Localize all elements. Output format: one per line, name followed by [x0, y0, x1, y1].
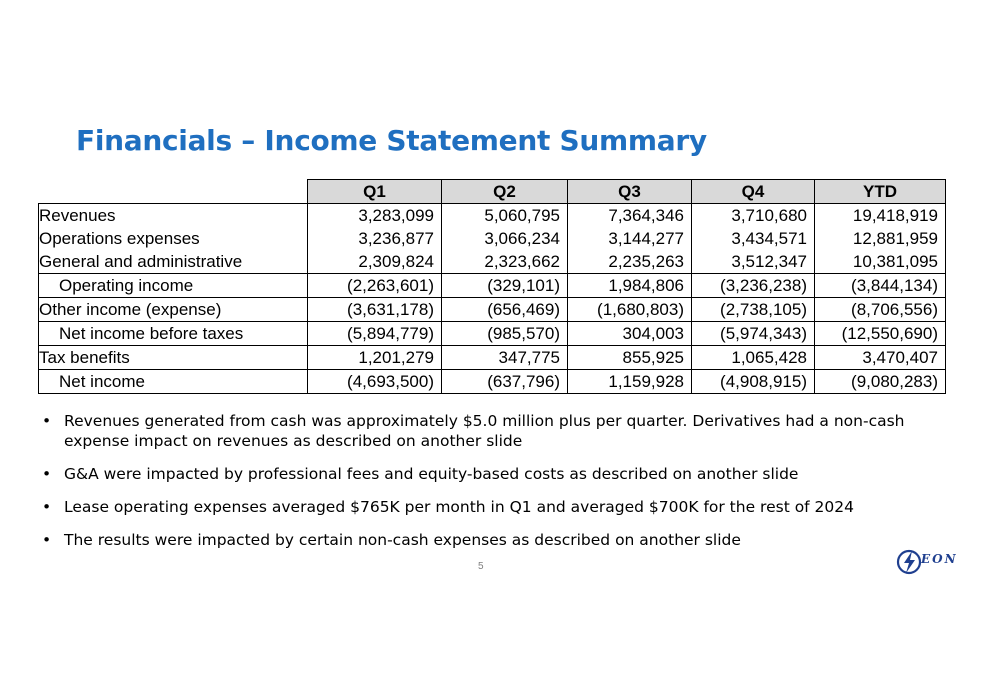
bullet-item: [42, 411, 922, 451]
header-q2: Q2: [442, 180, 568, 204]
table-row-revenues: [39, 204, 946, 228]
bullet-text: Revenues generated from cash was approximately $5.0 million plus per quarter. Derivatives had a non-cash expense impact on revenues as described on another slide: [64, 412, 905, 450]
table-row-net-income: [39, 370, 946, 394]
bullet-text: The results were impacted by certain non-cash expenses as described on another slide: [64, 531, 741, 549]
header-ytd: YTD: [815, 180, 946, 204]
cell-q1: 1,201,279: [308, 346, 442, 370]
bullet-text: Lease operating expenses averaged $765K per month in Q1 and averaged $700K for the rest of 2024: [64, 498, 855, 516]
bullet-marker: •: [42, 465, 52, 483]
cell-q1: 2,309,824: [308, 250, 442, 274]
cell-q4: (3,236,238): [692, 274, 815, 298]
cell-ytd: (3,844,134): [815, 274, 946, 298]
cell-q2: 347,775: [442, 346, 568, 370]
cell-q2: (329,101): [442, 274, 568, 298]
income-statement-table: [38, 179, 946, 394]
cell-q1: (5,894,779): [308, 322, 442, 346]
cell-q1: 3,283,099: [308, 204, 442, 228]
cell-q1: (4,693,500): [308, 370, 442, 394]
header-q1: Q1: [308, 180, 442, 204]
cell-q2: (637,796): [442, 370, 568, 394]
cell-q3: 1,159,928: [568, 370, 692, 394]
cell-q4: (4,908,915): [692, 370, 815, 394]
slide-title: Financials – Income Statement Summary: [76, 124, 707, 157]
cell-q4: 1,065,428: [692, 346, 815, 370]
header-q3: Q3: [568, 180, 692, 204]
cell-q4: 3,710,680: [692, 204, 815, 228]
cell-q4: 3,512,347: [692, 250, 815, 274]
cell-q3: 2,235,263: [568, 250, 692, 274]
bullet-marker: •: [42, 412, 52, 430]
cell-q2: 2,323,662: [442, 250, 568, 274]
header-q4: Q4: [692, 180, 815, 204]
cell-ytd: 19,418,919: [815, 204, 946, 228]
page-number: 5: [478, 561, 484, 572]
table-row-operating-income: [39, 274, 946, 298]
header-blank-cell: [39, 180, 308, 204]
cell-ytd: 12,881,959: [815, 227, 946, 250]
cell-q4: (5,974,343): [692, 322, 815, 346]
table-row-other-income: [39, 298, 946, 322]
cell-q2: (985,570): [442, 322, 568, 346]
row-label: Operating income: [39, 274, 308, 298]
cell-q1: (3,631,178): [308, 298, 442, 322]
row-label: Revenues: [39, 204, 308, 228]
cell-q3: (1,680,803): [568, 298, 692, 322]
cell-q1: 3,236,877: [308, 227, 442, 250]
cell-q4: 3,434,571: [692, 227, 815, 250]
bullet-marker: •: [42, 498, 52, 516]
cell-q3: 7,364,346: [568, 204, 692, 228]
cell-q1: (2,263,601): [308, 274, 442, 298]
cell-q4: (2,738,105): [692, 298, 815, 322]
row-label: Net income: [39, 370, 308, 394]
bullet-item: [42, 530, 922, 550]
cell-ytd: (8,706,556): [815, 298, 946, 322]
bullet-item: [42, 497, 922, 517]
row-label: Net income before taxes: [39, 322, 308, 346]
table-row-operations-expenses: [39, 227, 946, 250]
cell-q3: 1,984,806: [568, 274, 692, 298]
cell-q2: 3,066,234: [442, 227, 568, 250]
table-row-general-admin: [39, 250, 946, 274]
bullet-item: [42, 464, 922, 484]
cell-ytd: (12,550,690): [815, 322, 946, 346]
row-label: Tax benefits: [39, 346, 308, 370]
cell-ytd: 3,470,407: [815, 346, 946, 370]
cell-q3: 3,144,277: [568, 227, 692, 250]
cell-q2: (656,469): [442, 298, 568, 322]
cell-q2: 5,060,795: [442, 204, 568, 228]
row-label: Operations expenses: [39, 227, 308, 250]
cell-ytd: 10,381,095: [815, 250, 946, 274]
cell-q3: 304,003: [568, 322, 692, 346]
cell-ytd: (9,080,283): [815, 370, 946, 394]
row-label: General and administrative: [39, 250, 308, 274]
bullet-list: [42, 411, 922, 563]
cell-q3: 855,925: [568, 346, 692, 370]
bullet-marker: •: [42, 531, 52, 549]
table-row-tax-benefits: [39, 346, 946, 370]
table-header-row: [39, 180, 946, 204]
bullet-text: G&A were impacted by professional fees and equity-based costs as described on another slide: [64, 465, 799, 483]
table-row-net-income-before-taxes: [39, 322, 946, 346]
logo-wordmark: EON: [921, 552, 958, 566]
row-label: Other income (expense): [39, 298, 308, 322]
